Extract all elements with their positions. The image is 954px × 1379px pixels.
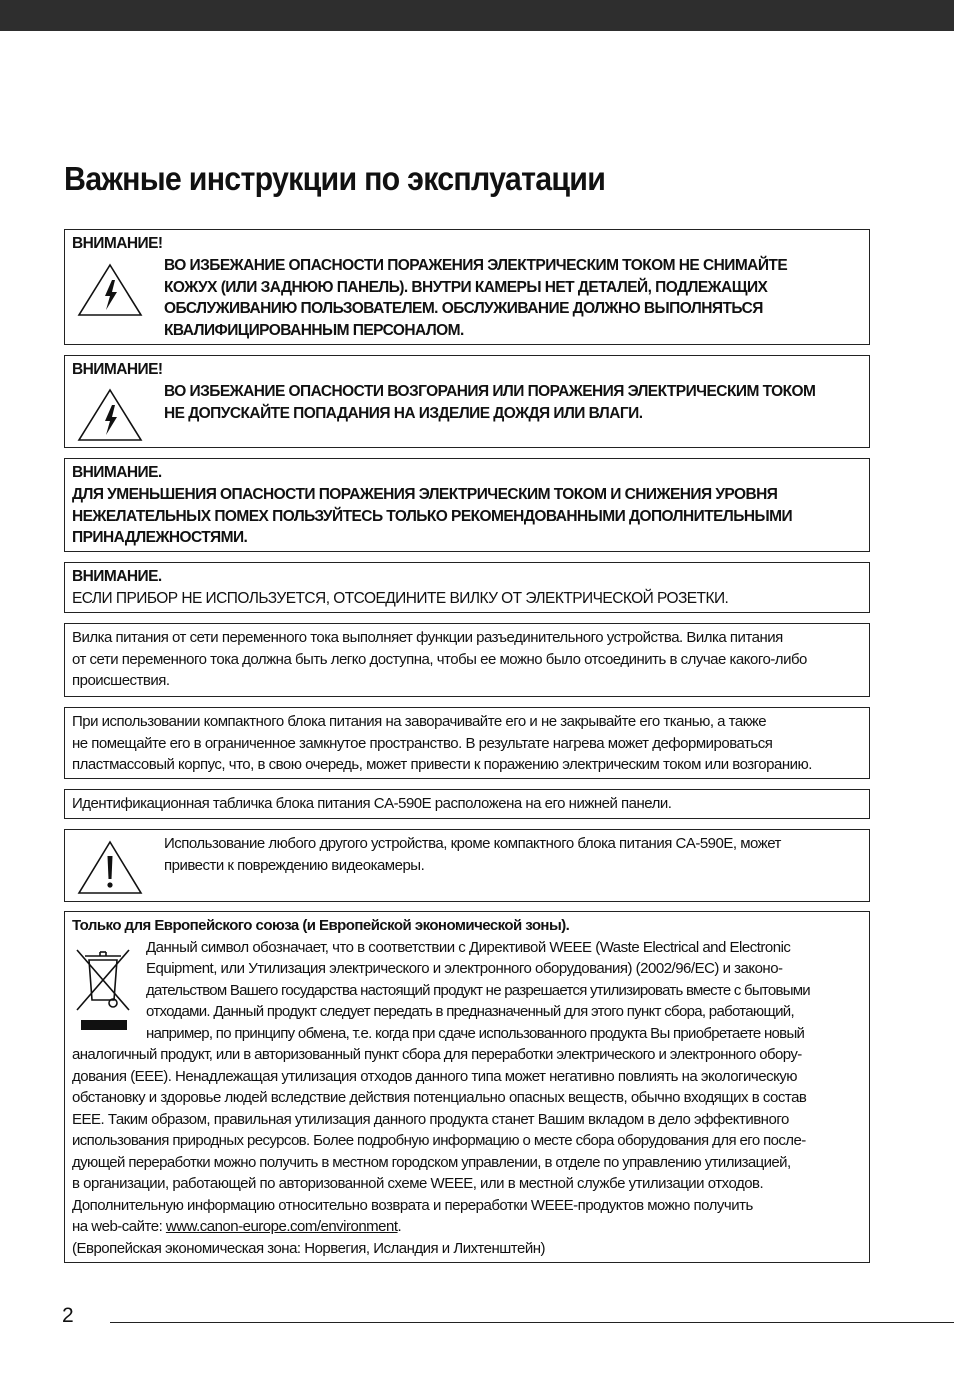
weee-line: аналогичный продукт, или в авторизованный пункт сбора для переработки электрического и электронного обору- — [72, 1046, 802, 1063]
weee-line: в организации, работающей по авторизованной схеме WEEE, или в местной службе утилизации отходов. — [72, 1175, 764, 1192]
note-line: происшествия. — [72, 672, 170, 689]
weee-line: например, по принципу обмена, т.е. когда при сдаче использованного продукта Вы приобретаете новый — [146, 1024, 805, 1042]
warning-line: ДЛЯ УМЕНЬШЕНИЯ ОПАСНОСТИ ПОРАЖЕНИЯ ЭЛЕКТРИЧЕСКИМ ТОКОМ И СНИЖЕНИЯ УРОВНЯ — [72, 486, 778, 503]
warning-heading: ВНИМАНИЕ! — [72, 361, 163, 378]
lightning-warning-icon — [77, 263, 143, 317]
footer-rule — [110, 1322, 954, 1323]
warning-line: ВО ИЗБЕЖАНИЕ ОПАСНОСТИ ВОЗГОРАНИЯ ИЛИ ПОРАЖЕНИЯ ЭЛЕКТРИЧЕСКИМ ТОКОМ — [164, 383, 816, 400]
note-line: привести к повреждению видеокамеры. — [164, 856, 425, 874]
warning-box-accessories — [64, 458, 870, 552]
note-line: Вилка питания от сети переменного тока выполняет функции разъединительного устройства. Вилка питания — [72, 629, 783, 646]
warning-line: ВО ИЗБЕЖАНИЕ ОПАСНОСТИ ПОРАЖЕНИЯ ЭЛЕКТРИЧЕСКИМ ТОКОМ НЕ СНИМАЙТЕ — [164, 257, 788, 274]
note-box-other-device — [64, 829, 870, 902]
warning-line: КВАЛИФИЦИРОВАННЫМ ПЕРСОНАЛОМ. — [164, 321, 464, 339]
weee-box — [64, 911, 870, 1263]
note-line: Использование любого другого устройства, кроме компактного блока питания CA-590E, может — [164, 835, 781, 852]
warning-line: ОБСЛУЖИВАНИЮ ПОЛЬЗОВАТЕЛЕМ. ОБСЛУЖИВАНИЕ ДОЛЖНО ВЫПОЛНЯТЬСЯ — [164, 300, 763, 317]
weee-line: дательством Вашего государства настоящий продукт не разрешается утилизировать вместе с бытовыми — [146, 981, 810, 999]
warning-heading: ВНИМАНИЕ. — [72, 464, 162, 481]
top-bar — [0, 0, 954, 31]
weee-line: EEE. Таким образом, правильная утилизация данного продукта станет Вашим вкладом в дело эффективного — [72, 1110, 789, 1128]
crossed-wheelie-bin-icon — [73, 940, 133, 1034]
weee-footnote: (Европейская экономическая зона: Норвегия, Исландия и Лихтенштейн) — [72, 1239, 545, 1257]
weee-line: обстановку и здоровье людей вследствие действия потенциально опасных веществ, обычно входящих в состав — [72, 1089, 807, 1106]
weee-line: отходами. Данный продукт следует передать в предназначенный для этого пункт сбора, работающий, — [146, 1003, 794, 1020]
warning-line: НЕ ДОПУСКАЙТЕ ПОПАДАНИЯ НА ИЗДЕЛИЕ ДОЖДЯ ИЛИ ВЛАГИ. — [164, 404, 643, 422]
note-box-plug — [64, 623, 870, 697]
weee-line: дования (EEE). Ненадлежащая утилизация отходов данного типа может негативно повлиять на экологическую — [72, 1067, 798, 1085]
warning-line: КОЖУХ (ИЛИ ЗАДНЮЮ ПАНЕЛЬ). ВНУТРИ КАМЕРЫ НЕТ ДЕТАЛЕЙ, ПОДЛЕЖАЩИХ — [164, 278, 768, 296]
weee-line: использования природных ресурсов. Более подробную информацию о месте сбора оборудования для его после- — [72, 1132, 806, 1149]
warning-heading: ВНИМАНИЕ. — [72, 568, 162, 585]
canon-environment-link[interactable]: www.canon-europe.com/environment — [165, 1218, 398, 1235]
note-line: пластмассовый корпус, что, в свою очередь, может привести к поражению электрическим током или возгоранию. — [72, 756, 812, 773]
note-line: При использовании компактного блока питания на заворачивайте его и не закрывайте его тканью, а также — [72, 713, 767, 730]
note-line: от сети переменного тока должна быть легко доступна, чтобы ее можно было отсоединить в случае какого-либо — [72, 650, 807, 668]
page-title: Важные инструкции по эксплуатации — [64, 160, 606, 197]
warning-box-unplug — [64, 562, 870, 613]
weee-line: Equipment, или Утилизация электрического и электронного оборудования) (2002/96/EC) и законо- — [146, 960, 783, 977]
note-line: Идентификационная табличка блока питания CA-590E расположена на его нижней панели. — [72, 795, 672, 812]
warning-line: ПРИНАДЛЕЖНОСТЯМИ. — [72, 529, 248, 546]
note-box-adapter-heat — [64, 707, 870, 779]
page-number: 2 — [62, 1304, 74, 1327]
weee-line: Данный символ обозначает, что в соответствии с Директивой WEEE (Waste Electrical and Electronic — [146, 938, 791, 956]
warning-box-moisture — [64, 355, 870, 448]
weee-line: Дополнительную информацию относительно возврата и переработки WEEE-продуктов можно получить — [72, 1196, 753, 1214]
note-line: не помещайте его в ограниченное замкнутое пространство. В результате нагрева может деформироваться — [72, 734, 773, 752]
weee-link-suffix: . — [397, 1218, 402, 1235]
weee-link-line — [72, 1216, 401, 1238]
exclamation-warning-icon — [77, 840, 143, 896]
lightning-warning-icon — [77, 388, 143, 442]
warning-box-shock — [64, 229, 870, 345]
note-box-plate — [64, 789, 870, 819]
warning-line: НЕЖЕЛАТЕЛЬНЫХ ПОМЕХ ПОЛЬЗУЙТЕСЬ ТОЛЬКО РЕКОМЕНДОВАННЫМИ ДОПОЛНИТЕЛЬНЫМИ — [72, 507, 793, 525]
weee-line: дующей переработки можно получить в местном городском управлении, в отделе по управлению утилизацией, — [72, 1153, 791, 1171]
warning-heading: ВНИМАНИЕ! — [72, 235, 163, 252]
warning-line: ЕСЛИ ПРИБОР НЕ ИСПОЛЬЗУЕТСЯ, ОТСОЕДИНИТЕ ВИЛКУ ОТ ЭЛЕКТРИЧЕСКОЙ РОЗЕТКИ. — [72, 590, 729, 607]
weee-heading: Только для Европейского союза (и Европейской экономической зоны). — [72, 917, 570, 934]
weee-link-prefix: на web-сайте: — [72, 1218, 166, 1235]
